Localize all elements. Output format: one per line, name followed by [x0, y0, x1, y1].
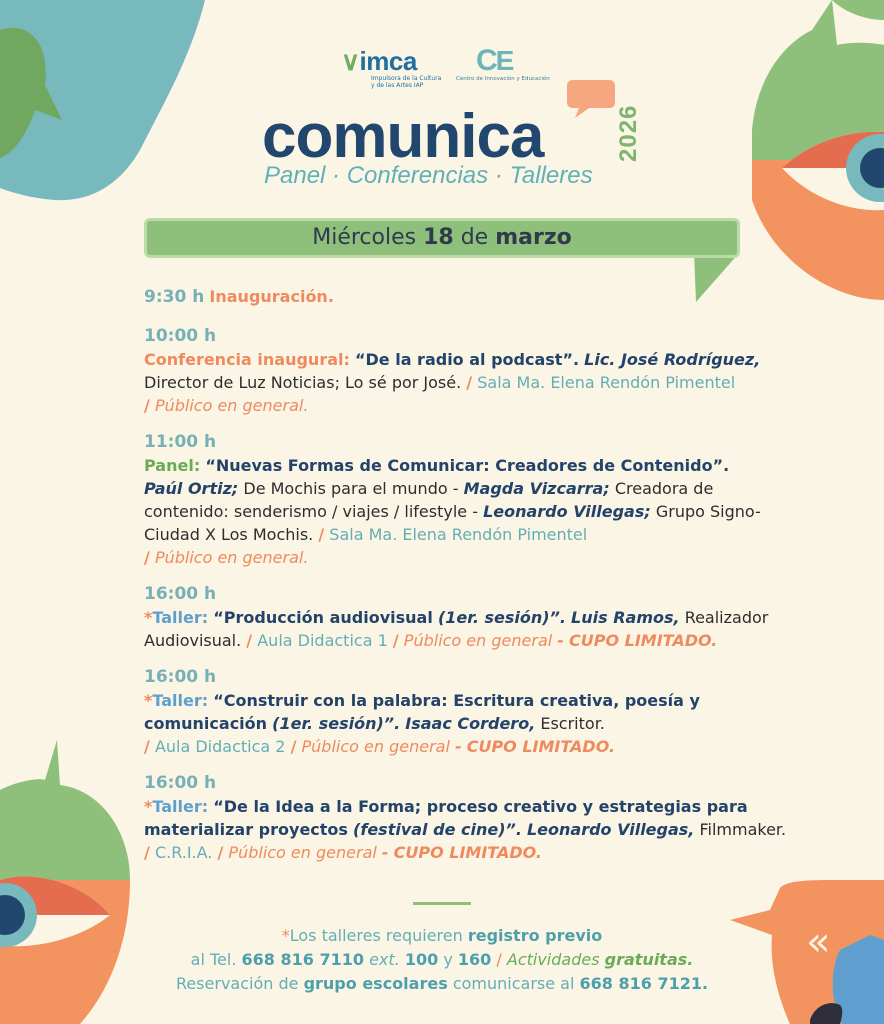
footer-note-phone: al Tel. 668 816 7110 ext. 100 y 160 / Actividades gratuitas. [190, 950, 694, 969]
time-label: 16:00 h [144, 584, 217, 604]
schedule-item-keynote: 10:00 h Conferencia inaugural: “De la radio al podcast”. Lic. José Rodríguez, Director de Luz Noticias; Lo sé por José. / Sala Ma. Elena Rendón Pimentel / Público en general. [144, 325, 794, 417]
footer-note-groups: Reservación de grupo escolares comunicarse al 668 816 7121. [175, 974, 709, 993]
footer-note-registration: *Los talleres requieren registro previo [281, 926, 603, 945]
brand-wordmark: comunica [262, 102, 544, 171]
partner-logos [0, 44, 884, 94]
double-chevron-left-icon: « [806, 919, 831, 965]
brand-year: 2026 [615, 104, 642, 162]
time-label: 10:00 h [144, 326, 217, 346]
time-label: 16:00 h [144, 667, 217, 687]
event-title: Inauguración. [209, 287, 334, 306]
schedule-item-workshop-audiovisual: 16:00 h *Taller: “Producción audiovisual (1er. sesión)”. Luis Ramos, Realizador Audiovisual. / Aula Didactica 1 / Público en general - CUPO LIMITADO. [144, 583, 794, 652]
schedule-list [144, 285, 794, 878]
time-label: 9:30 h [144, 287, 205, 307]
footer-divider [413, 902, 471, 905]
speech-bubble-icon [565, 78, 617, 122]
schedule-item-panel: 11:00 h Panel: “Nuevas Formas de Comunicar: Creadores de Contenido”. Paúl Ortiz; De Mochis para el mundo - Magda Vizcarra; Creadora de contenido: senderismo / viajes / lifestyle - Leonardo Villegas; Grupo Signo-Ciudad X Los Mochis. / Sala Ma. Elena Rendón Pimentel / Público en general. [144, 431, 794, 569]
imca-logo: ∨imca Impulsora de la Cultura y de las Artes IAP [341, 46, 442, 89]
tagline: Panel · Conferencias · Talleres [264, 162, 593, 189]
time-label: 16:00 h [144, 773, 217, 793]
schedule-item-workshop-writing: 16:00 h *Taller: “Construir con la palabra: Escritura creativa, poesía y comunicación (1er. sesión)”. Isaac Cordero, Escritor. / Aula Didactica 2 / Público en general - CUPO LIMITADO. [144, 666, 794, 758]
bubble-top-left-decoration [0, 0, 210, 205]
schedule-item-workshop-film: 16:00 h *Taller: “De la Idea a la Forma; proceso creativo y estrategias para materializar proyectos (festival de cine)”. Leonardo Villegas, Filmmaker. / C.R.I.A. / Público en general - CUPO LIMITADO. [144, 772, 794, 864]
cie-logo: CE Centro de Innovación y Educación [456, 44, 550, 82]
date-banner: Miércoles 18 de marzo [144, 218, 740, 258]
time-label: 11:00 h [144, 432, 217, 452]
schedule-item-inauguration [144, 285, 794, 309]
